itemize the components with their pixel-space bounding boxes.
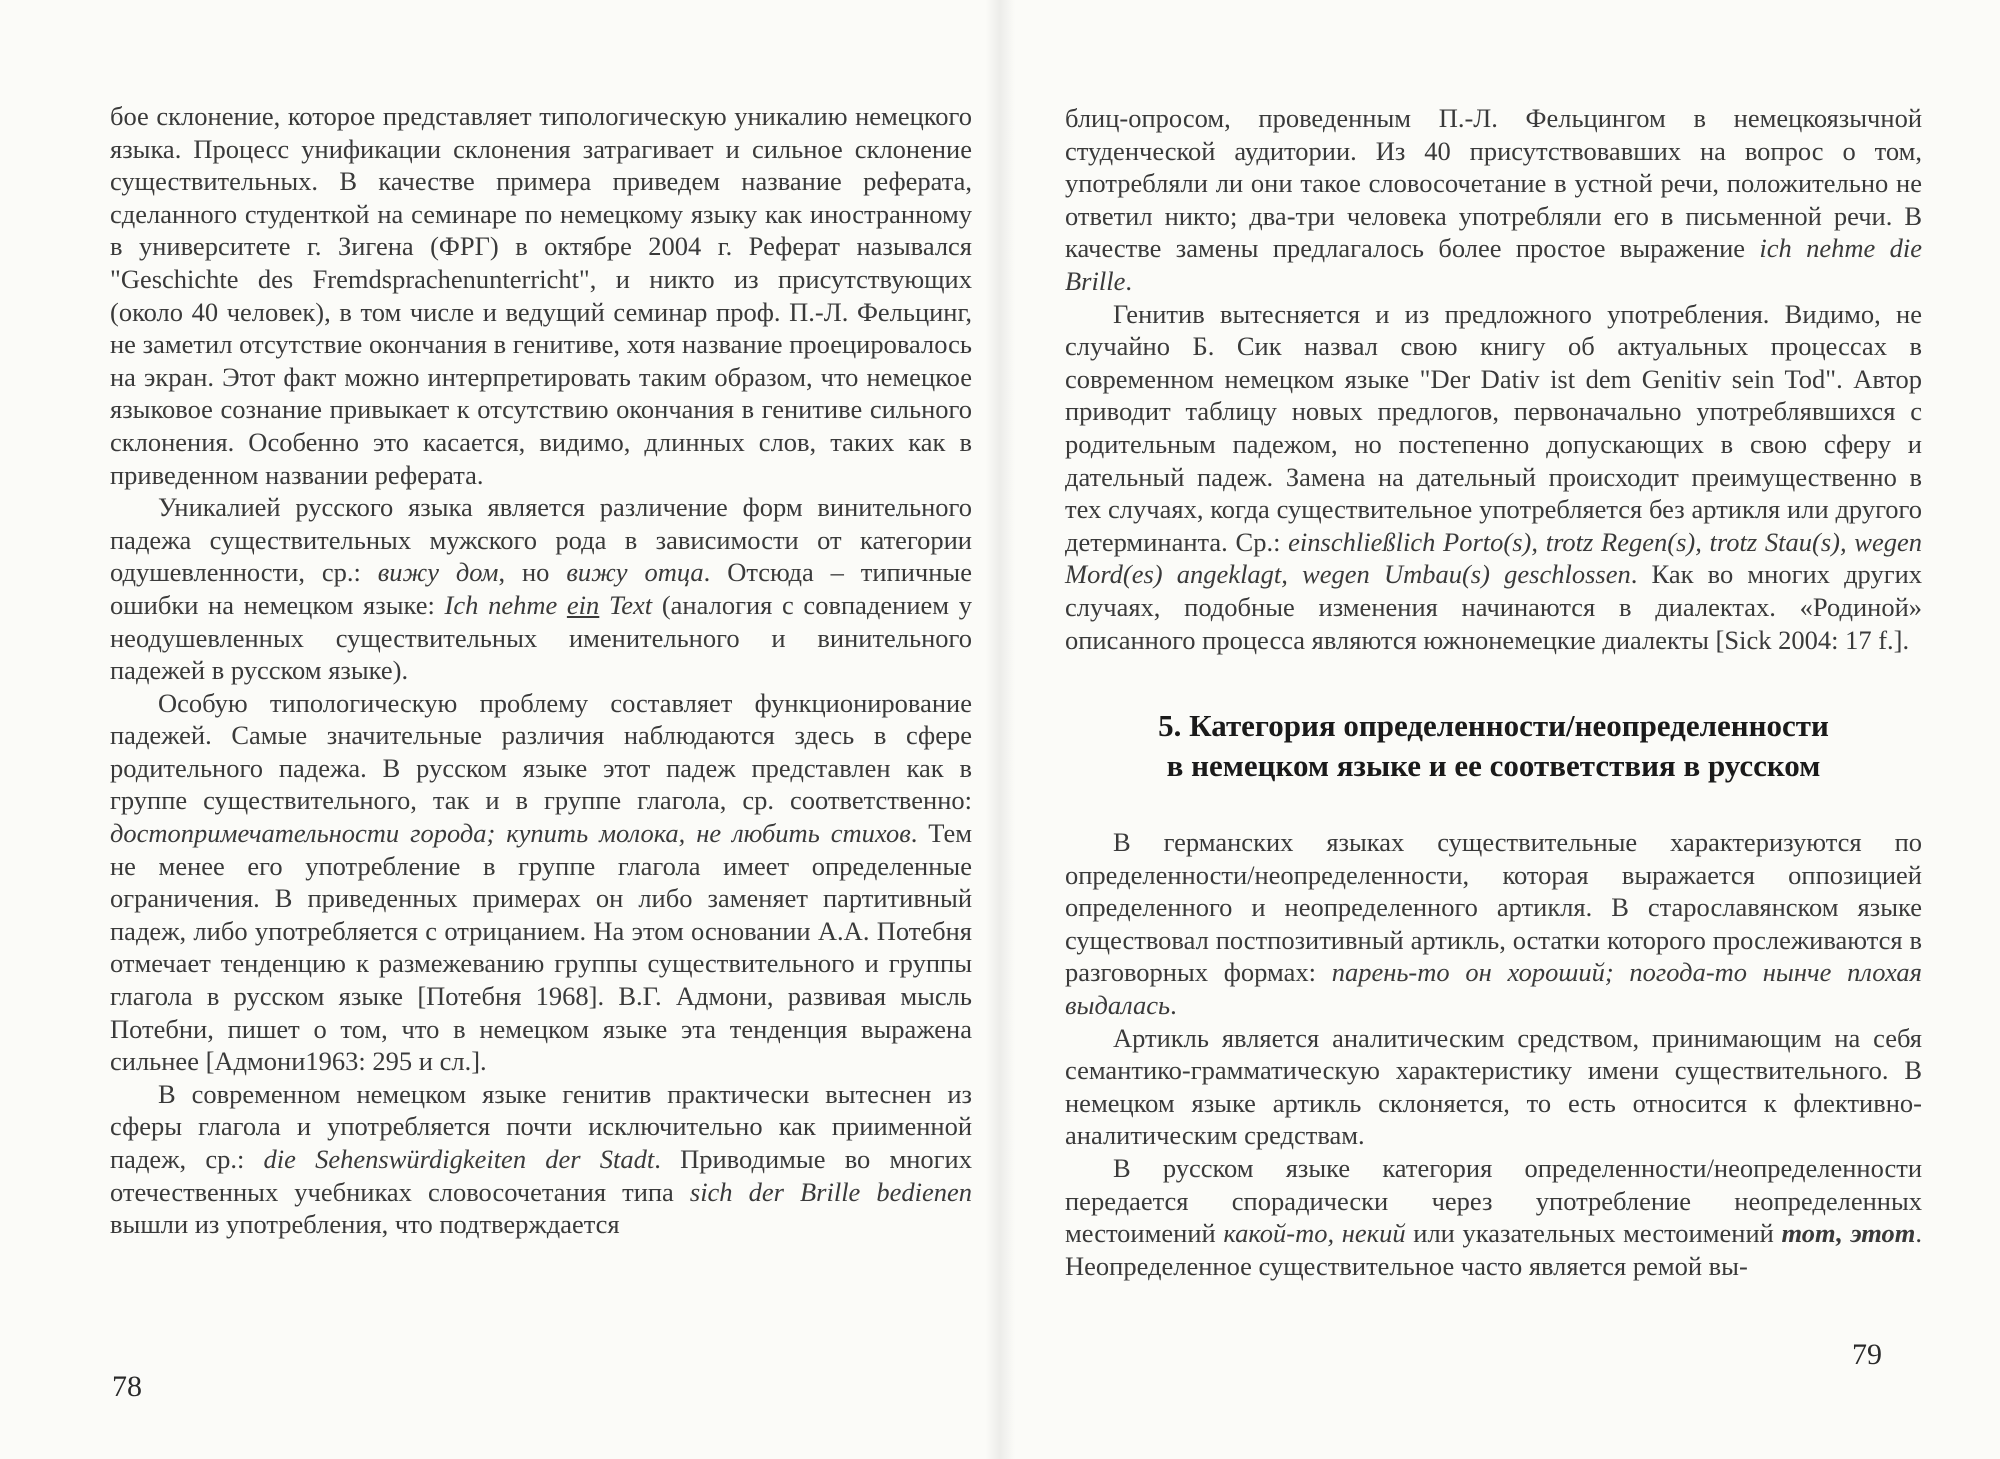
right-paragraph-1: блиц-опросом, проведенным П.-Л. Фельцингом в немецкоязычной студенческой аудитории. Из 40 присутствовавших на вопрос о том, употребляли ли они такое словосочетание в устной речи, положительно не ответил никто; два-три человека употребляли его в письменной речи. В качестве замены предлагалось более простое выражение ich nehme die Brille.: [1065, 103, 1922, 296]
right-paragraph-2: Генитив вытесняется и из предложного употребления. Видимо, не случайно Б. Сик назвал свою книгу об актуальных процессах в современном немецком языке "Der Dativ ist dem Genitiv sein Tod". Автор приводит таблицу новых предлогов, первоначально употреблявшихся с родительным падежом, но постепенно допускающих в свою сферу и дательный падеж. Замена на дательный происходит преимущественно в тех случаях, когда существительное употребляется без артикля или другого детерминанта. Ср.: einschließlich Porto(s), trotz Regen(s), trotz Stau(s), wegen Mord(es) angeklagt, wegen Umbau(s) geschlossen. Как во многих других случаях, подобные изменения начинаются в диалектах. «Родиной» описанного процесса являются южнонемецкие диалекты [Sick 2004: 17 f.].: [1065, 298, 1923, 655]
left-paragraph-4: В современном немецком языке генитив практически вытеснен из сферы глагола и употребляется почти исключительно как приименной падеж, ср.: die Sehenswürdigkeiten der Stadt. Приводимые во многих отечественных учебниках словосочетания типа sich der Brille bedienen вышли из употребления, что подтверждается: [110, 1078, 973, 1240]
section-heading: [1065, 706, 1922, 786]
left-text-column: [110, 100, 972, 1241]
section-heading-line-2: в немецком языке и ее соответствия в русском: [1166, 748, 1821, 784]
left-page-number: 78: [112, 1370, 142, 1403]
right-page-number: 79: [1852, 1338, 1882, 1371]
book-gutter-shadow: [985, 0, 1015, 1459]
right-paragraph-3: В германских языках существительные характеризуются по определенности/неопределенности, которая выражается оппозицией определенного и неопределенного артикля. В старославянском языке существовал постпозитивный артикль, остатки которого прослеживаются в разговорных формах: парень-то он хороший; погода-то нынче плохая выдалась.: [1065, 827, 1922, 1021]
right-page: [1000, 0, 2000, 1459]
right-text-column: [1065, 102, 1922, 1282]
section-heading-line-1: 5. Категория определенности/неопределенности: [1158, 708, 1829, 744]
left-paragraph-3: Особую типологическую проблему составляет функционирование падежей. Самые значительные различия наблюдаются здесь в сфере родительного падежа. В русском языке этот падеж представлен как в группе существительного, так и в группе глагола, ср. соответственно: достопримечательности города; купить молока, не любить стихов. Тем не менее его употребление в группе глагола имеет определенные ограничения. В приведенных примерах он либо заменяет партитивный падеж, либо употребляется с отрицанием. На этом основании А.А. Потебня отмечает тенденцию к размежеванию группы существительного и группы глагола в русском языке [Потебня 1968]. В.Г. Адмони, развивая мысль Потебни, пишет о том, что в немецком языке эта тенденция выражена сильнее [Адмони1963: 295 и сл.].: [110, 687, 972, 1077]
right-paragraph-4: Артикль является аналитическим средством, принимающим на себя семантико-грамматическую характеристику имени существительного. В немецком языке артикль склоняется, то есть относится к флективно-аналитическим средствам.: [1065, 1022, 1922, 1151]
left-paragraph-1: бое склонение, которое представляет типологическую уникалию немецкого языка. Процесс унификации склонения затрагивает и сильное склонение существительных. В качестве примера приведем название реферата, сделанного студенткой на семинаре по немецкому языку как иностранному в университете г. Зигена (ФРГ) в октябре 2004 г. Реферат назывался "Geschichte des Fremdsprachenunterricht", и никто из присутствующих (около 40 человек), в том числе и ведущий семинар проф. П.-Л. Фельцинг, не заметил отсутствие окончания в генитиве, хотя название проецировалось на экран. Этот факт можно интерпретировать таким образом, что немецкое языковое сознание привыкает к отсутствию окончания в генитиве сильного склонения. Особенно это касается, видимо, длинных слов, таких как в приведенном названии реферата.: [110, 101, 972, 490]
right-paragraph-5: В русском языке категория определенности/неопределенности передается спорадически через употребление неопределенных местоимений какой-то, некий или указательных местоимений тот, этот. Неопределенное существительное часто является ремой вы-: [1065, 1153, 1923, 1281]
left-paragraph-2: Уникалией русского языка является различение форм винительного падежа существительных мужского рода в зависимости от категории одушевленности, ср.: вижу дом, но вижу отца. Отсюда – типичные ошибки на немецком языке: Ich nehme ein Text (аналогия с совпадением у неодушевленных существительных именительного и винительного падежей в русском языке).: [110, 492, 972, 686]
